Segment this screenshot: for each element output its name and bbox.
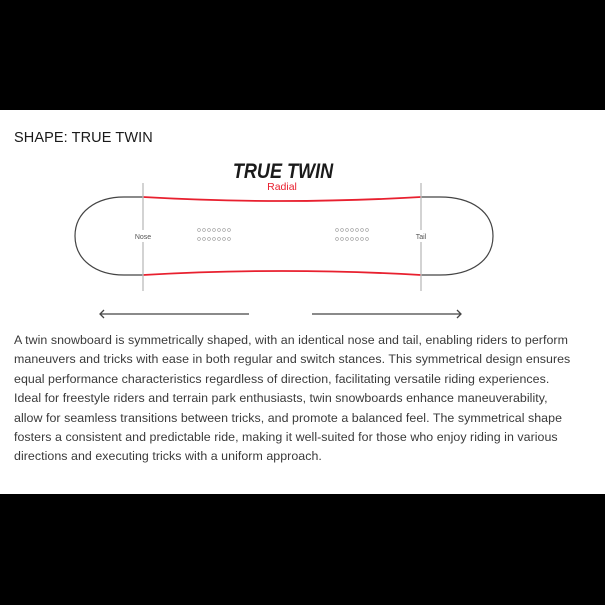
description-line: maneuvers and tricks with ease in both regular and switch stances. This symmetrical design ensures <box>14 352 571 367</box>
description-line: A twin snowboard is symmetrically shaped, with an identical nose and tail, enabling riders to perform <box>14 333 568 347</box>
right-arrow-icon <box>312 310 461 318</box>
description-line: directions and executing tricks with a uniform approach. <box>14 449 322 464</box>
shape-heading: SHAPE: TRUE TWIN <box>14 130 153 146</box>
front-binding-inserts <box>198 229 231 241</box>
description-line: allow for seamless transitions between tricks, and promote a balanced feel. The symmetrical shape <box>14 410 563 425</box>
top-edge <box>143 197 421 201</box>
diagram-title: TRUE TWIN <box>232 159 334 184</box>
description-line: Ideal for freestyle riders and terrain park enthusiasts, twin snowboards enhance maneuverability, <box>14 391 548 406</box>
bottom-edge <box>143 271 421 275</box>
description-line: equal performance characteristics regardless of direction, facilitating versatile riding experiences. <box>14 371 550 386</box>
rear-binding-inserts <box>336 229 369 241</box>
shape-description <box>14 331 574 467</box>
left-arrow-icon <box>100 310 249 318</box>
diagram-subtitle: Radial <box>267 181 297 193</box>
tail-outline <box>421 197 493 275</box>
content-panel <box>0 110 605 494</box>
description-line: fosters a consistent and predictable ride, making it well-suited for those who enjoy riding in various <box>14 430 558 445</box>
tail-label: Tail <box>415 234 427 241</box>
nose-label: Nose <box>134 234 152 241</box>
